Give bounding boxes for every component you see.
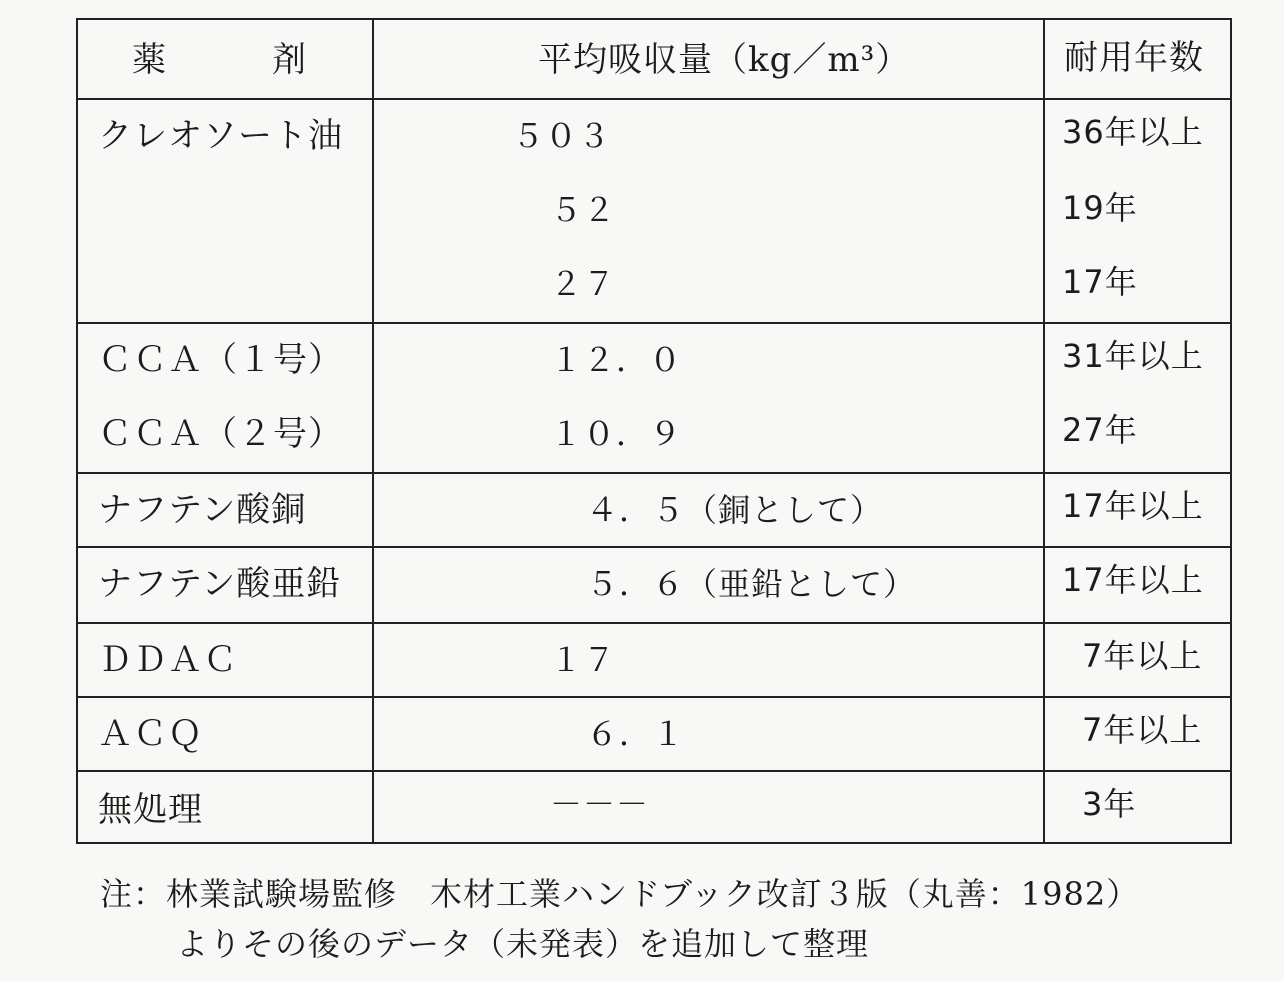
agent-zinc-naphthenate: ナフテン酸亜鉛 xyxy=(98,564,342,604)
lifespan-value: 17年以上 xyxy=(1062,487,1204,525)
source-note-line2: よりその後のデータ（未発表）を追加して整理 xyxy=(176,925,870,963)
agent-acq: ＡＣＱ xyxy=(98,714,203,754)
lifespan-value: 19年 xyxy=(1062,189,1138,227)
lifespan-value: 7年以上 xyxy=(1082,637,1203,675)
header-agent: 薬 剤 xyxy=(132,40,307,80)
row-divider xyxy=(78,546,1230,548)
absorption-value: ２７ xyxy=(550,265,617,303)
durability-table xyxy=(76,18,1232,844)
source-note-line1: 注：林業試験場監修 木材工業ハンドブック改訂３版（丸善：1982） xyxy=(100,875,1140,913)
lifespan-value: 17年 xyxy=(1062,263,1138,301)
absorption-value: ５２ xyxy=(550,191,617,229)
row-divider xyxy=(78,472,1230,474)
lifespan-value: 31年以上 xyxy=(1062,337,1204,375)
absorption-value: ５０３ xyxy=(512,117,612,155)
column-divider xyxy=(372,20,374,842)
column-divider xyxy=(1043,20,1045,842)
header-absorption: 平均吸収量（kg／m³） xyxy=(538,40,911,80)
agent-cca-1: ＣＣＡ（１号） xyxy=(98,340,343,380)
row-divider xyxy=(78,622,1230,624)
absorption-value: １０．９ xyxy=(550,415,683,453)
row-divider xyxy=(78,696,1230,698)
lifespan-value: 27年 xyxy=(1062,411,1138,449)
absorption-value: ５．６（亜鉛として） xyxy=(586,565,917,603)
row-divider xyxy=(78,770,1230,772)
absorption-value: １２．０ xyxy=(550,341,683,379)
row-divider xyxy=(78,98,1230,100)
absorption-value: １７ xyxy=(550,641,617,679)
absorption-value: ６．１ xyxy=(586,715,686,753)
agent-copper-naphthenate: ナフテン酸銅 xyxy=(98,490,307,530)
lifespan-value: 36年以上 xyxy=(1062,113,1204,151)
absorption-value: ４．５（銅として） xyxy=(586,491,884,529)
lifespan-value: 3年 xyxy=(1082,785,1137,823)
lifespan-value: 17年以上 xyxy=(1062,561,1204,599)
lifespan-value: 7年以上 xyxy=(1082,711,1203,749)
agent-untreated: 無処理 xyxy=(98,790,203,830)
absorption-value: －－－ xyxy=(550,785,650,823)
header-lifespan: 耐用年数 xyxy=(1064,38,1204,78)
row-divider xyxy=(78,322,1230,324)
agent-creosote: クレオソート油 xyxy=(98,116,343,156)
agent-ddac: ＤＤＡＣ xyxy=(98,640,238,680)
agent-cca-2: ＣＣＡ（２号） xyxy=(98,414,343,454)
